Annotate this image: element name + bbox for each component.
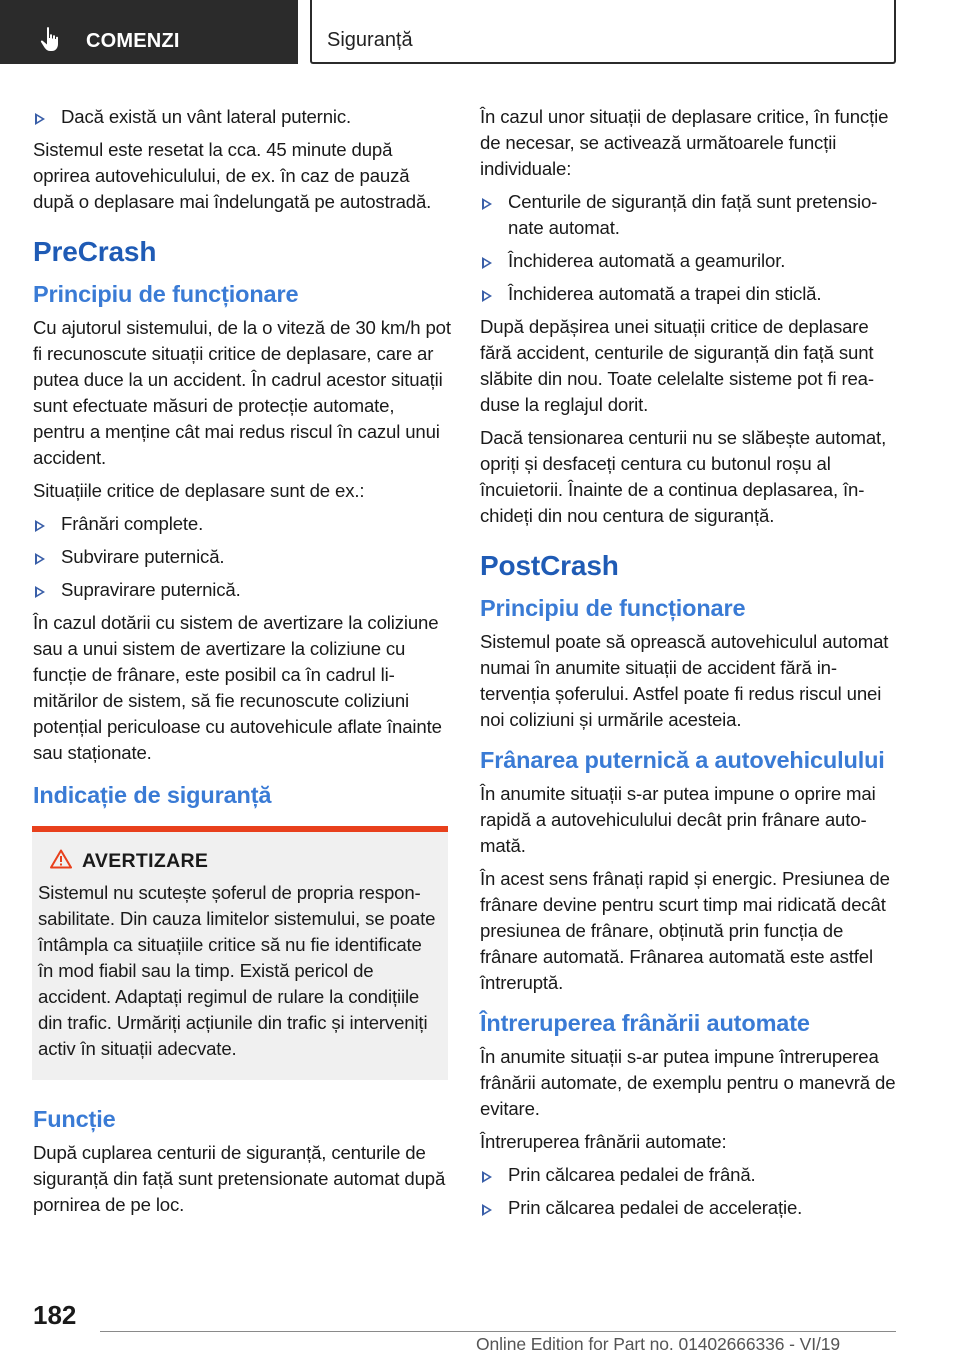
warning-triangle-icon: [50, 849, 72, 869]
paragraph: În cazul unor situații de deplasare critice, în funcție de necesar, se activează următoarele funcții individuale:: [480, 106, 889, 179]
warning-text: Sistemul nu scutește șoferul de propria responsabilitate. Din cauza limitelor sistemului, se poate întâmpla ca situațiile critice să nu fie identificate în mod fiabil sau la timp. Există pericol de accident. Adaptați regimul de rulare la condițiile din trafic. Urmăriți acțiunile din trafic și interveniți activ în situații adecvate.: [38, 882, 436, 1059]
bullet-triangle-icon: [35, 520, 45, 532]
chapter-label: COMENZI: [86, 30, 180, 52]
list-item: Prin călcarea pedalei de accelerație.: [480, 1195, 900, 1221]
list-item: Prin călcarea pedalei de frână.: [480, 1162, 900, 1188]
paragraph: Sistemul poate să oprească autovehiculul automat numai în anumite situații de accident fără intervenția șoferului. Astfel poate fi redus riscul unei noi coliziuni și urmările acesteia.: [480, 631, 889, 730]
paragraph: Întreruperea frânării automate:: [480, 1131, 727, 1152]
warning-title: AVERTIZARE: [38, 848, 438, 874]
list-item: Supravirare puternică.: [33, 577, 451, 603]
paragraph: În anumite situații s-ar putea impune întreruperea frânării automate, de exemplu pentru o manevră de evitare.: [480, 1046, 896, 1119]
paragraph: Cu ajutorul sistemului, de la o viteză de 30 km/h pot fi recunoscute situații critice de deplasare, care ar putea duce la un accident. În cadrul acestor situații sunt efectuate măsuri de protecție automate, pentru a menține cât mai redus riscul în cazul unui accident.: [33, 317, 451, 468]
list-item: Centurile de siguranță din față sunt pretensionate automat.: [480, 189, 900, 241]
bullet-triangle-icon: [482, 290, 492, 302]
heading-principiu-post: Principiu de funcționare: [480, 595, 746, 621]
paragraph: În acest sens frânați rapid și energic. Presiunea de frânare devine pentru scurt timp mai ridicată decât presiunea de frânare, obținută prin funcția de frânare automată. Frânarea automată este astfel întreruptă.: [480, 868, 890, 993]
list-item: Frânări complete.: [33, 511, 451, 537]
bullet-triangle-icon: [35, 113, 45, 125]
bullet-triangle-icon: [482, 1171, 492, 1183]
footer-divider: [100, 1331, 896, 1332]
paragraph: După depășirea unei situații critice de deplasare fără accident, centurile de siguranță din față sunt slăbite din nou. Toate celelalte sisteme pot fi readuse la reglajul dorit.: [480, 316, 875, 415]
right-column: [480, 104, 900, 1228]
section-tab-siguranta[interactable]: [310, 0, 896, 64]
heading-indicatie: Indicație de siguranță: [33, 782, 272, 808]
paragraph: Situațiile critice de deplasare sunt de ex.:: [33, 480, 365, 501]
paragraph: Sistemul este resetat la cca. 45 minute după oprirea autovehiculului, de ex. în caz de pauză după o deplasare mai îndelungată pe autostradă.: [33, 139, 432, 212]
list-item: Dacă există un vânt lateral puternic.: [33, 104, 451, 130]
list-item: Subvirare puternică.: [33, 544, 451, 570]
paragraph: În anumite situații s-ar putea impune o oprire mai rapidă a autovehiculului decât prin frânare automată.: [480, 783, 876, 856]
chapter-tab-comenzi[interactable]: [0, 0, 298, 64]
heading-franarea: Frânarea puternică a autovehiculului: [480, 747, 885, 773]
footer-edition: Online Edition for Part no. 01402666336 - VI/19: [476, 1334, 841, 1354]
heading-intreruperea: Întreruperea frânării automate: [480, 1010, 810, 1036]
paragraph: Dacă tensionarea centurii nu se slăbește automat, opriți și desfaceți centura cu butonul roșu al încuietorii. Înainte de a continua deplasarea, închideți din nou centura de siguranță.: [480, 427, 887, 526]
bullet-triangle-icon: [35, 586, 45, 598]
bullet-triangle-icon: [482, 257, 492, 269]
paragraph: În cazul dotării cu sistem de avertizare la coliziune sau a unui sistem de avertizare la coliziune cu funcție de frânare, este posibil ca în cadrul limitărilor de sistem, să fie recunoscute coliziuni potențial periculoase cu autovehicule aflate înainte sau staționate.: [33, 612, 442, 763]
list-item: Închiderea automată a geamurilor.: [480, 248, 900, 274]
bullet-triangle-icon: [35, 553, 45, 565]
warning-box: [32, 826, 448, 1080]
heading-precrash: PreCrash: [33, 236, 157, 267]
heading-functie: Funcție: [33, 1106, 116, 1132]
paragraph: După cuplarea centurii de siguranță, centurile de siguranță din față sunt pretensionate automat după pornirea de pe loc.: [33, 1142, 446, 1215]
left-column: [33, 104, 451, 1225]
page-number: 182: [33, 1300, 77, 1330]
touch-hand-icon: [40, 26, 62, 52]
bullet-triangle-icon: [482, 1204, 492, 1216]
bullet-triangle-icon: [482, 198, 492, 210]
list-item: Închiderea automată a trapei din sticlă.: [480, 281, 900, 307]
heading-postcrash: PostCrash: [480, 550, 619, 581]
section-label: Siguranță: [327, 29, 413, 51]
heading-principiu: Principiu de funcționare: [33, 281, 299, 307]
